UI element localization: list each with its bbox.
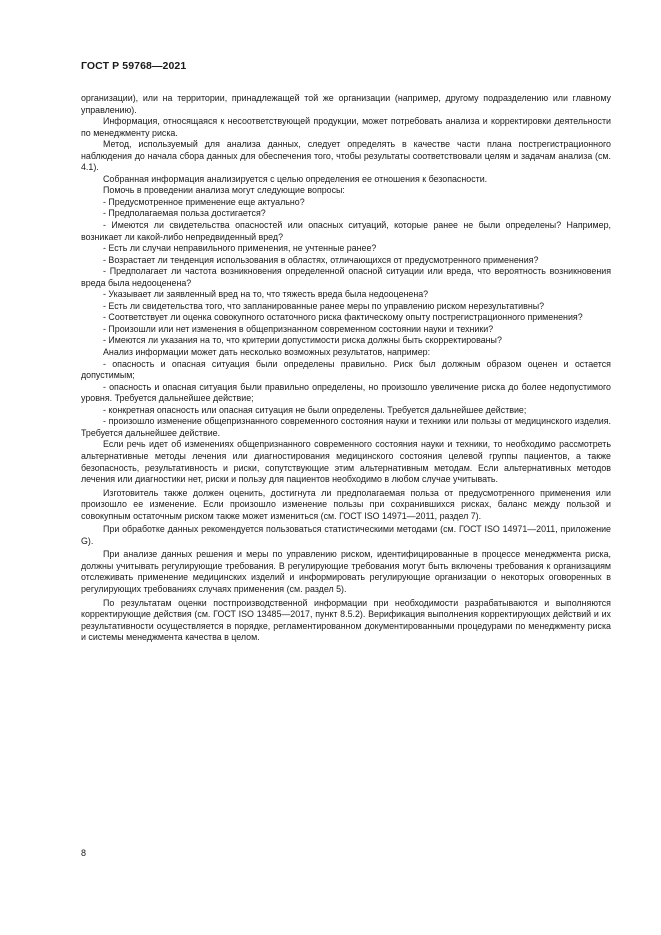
list-item: - Предусмотренное применение еще актуально? — [103, 196, 305, 207]
document-body — [81, 93, 611, 644]
list-item: - Возрастает ли тенденция использования в областях, отличающихся от предусмотренного применения? — [103, 254, 539, 265]
paragraph: Метод, используемый для анализа данных, следует определять в качестве части плана пострегистрационного наблюдения до начала сбора данных для обеспечения того, чтобы результаты соответствовали целям и задачам анализа (см. 4.1). — [81, 139, 611, 173]
paragraph: Информация, относящаяся к несоответствующей продукции, может потребовать анализа и корректировки деятельности по менеджменту риска. — [81, 116, 611, 138]
list-item: - Соответствует ли оценка совокупного остаточного риска фактическому опыту пострегистрационного применения? — [103, 312, 583, 323]
paragraph: При анализе данных решения и меры по управлению риском, идентифицированные в процессе менеджмента риска, должны учитывать регулирующие требования. В регулирующие требования могут быть включены требования к организациям отслеживать применение медицинских изделий и информировать регулирующие организации о некоторых оговоренных в регулирующих требованиях случаях применения (см. раздел 5). — [81, 549, 611, 594]
list-item: - Есть ли свидетельства того, что запланированные ранее меры по управлению риском нерезультативны? — [103, 300, 545, 311]
list-item: - Произошли или нет изменения в общепризнанном современном состоянии науки и техники? — [103, 323, 494, 334]
paragraph: По результатам оценки постпроизводственной информации при необходимости разрабатываются и выполняются корректирующие действия (см. ГОСТ ISO 13485—2017, пункт 8.5.2). Верификация выполнения корректирующих действий и их результативности осуществляется в порядке, регламентированном документированными процедурами по менеджменту риска и системы менеджмента качества в целом. — [81, 597, 611, 643]
paragraph: Собранная информация анализируется с целью определения ее отношения к безопасности. — [103, 173, 488, 184]
list-item: - Имеются ли указания на то, что критерии допустимости риска должны быть скорректированы? — [103, 335, 502, 346]
list-item: - конкретная опасность или опасная ситуация не были определены. Требуется дальнейшее действие; — [103, 404, 527, 415]
paragraph: организации), или на территории, принадлежащей той же организации (например, другому подразделению или главному управлению). — [81, 93, 611, 115]
paragraph: При обработке данных рекомендуется пользоваться статистическими методами (см. ГОСТ ISO 14971—2011, приложение G). — [81, 524, 611, 546]
paragraph: Анализ информации может дать несколько возможных результатов, например: — [103, 347, 431, 358]
paragraph: Изготовитель также должен оценить, достигнута ли предполагаемая польза от предусмотренного применения или произошло ее изменение. Если произошло изменение пользы при сохранившихся рисках, баланс между пользой и совокупным остаточным риском также может измениться (см. ГОСТ ISO 14971—2011, раздел 7). — [81, 487, 611, 521]
list-item: - опасность и опасная ситуация были правильно определены, но произошло увеличение риска до более недопустимого уровня. Требуется дальнейшее действие; — [81, 381, 611, 404]
paragraph: Помочь в проведении анализа могут следующие вопросы: — [103, 185, 345, 196]
list-item: - Предполагает ли частота возникновения определенной опасной ситуации или вреда, что вероятность возникновения вреда была недооценена? — [81, 266, 611, 288]
list-item: - опасность и опасная ситуация были определены правильно. Риск был должным образом оценен и остается допустимым; — [81, 358, 611, 381]
list-item: - Предполагаемая польза достигается? — [103, 208, 266, 219]
standard-header: ГОСТ Р 59768—2021 — [81, 60, 187, 72]
list-item: - Указывает ли заявленный вред на то, что тяжесть вреда была недооценена? — [103, 289, 429, 300]
paragraph: Если речь идет об изменениях общепризнанного современного состояния науки и техники, то необходимо рассмотреть альтернативные методы лечения или диагностирования медицинского состояния целевой группы пациентов, а также безопасность, результативность и риски, сопутствующие этим альтернативным методам. Если альтернативных методов лечения или диагностики нет, риски и пользу для пациентов необходимо в любом случае учитывать. — [81, 439, 611, 485]
page-number: 8 — [81, 848, 87, 858]
list-item: - произошло изменение общепризнанного современного состояния науки и техники или пользы от медицинского изделия. Требуется дальнейшее действие. — [81, 416, 611, 438]
list-item: - Есть ли случаи неправильного применения, не учтенные ранее? — [103, 243, 377, 254]
list-item: - Имеются ли свидетельства опасностей или опасных ситуаций, которые ранее не были определены? Например, возникает ли какой-либо непредвиденный вред? — [81, 220, 611, 242]
